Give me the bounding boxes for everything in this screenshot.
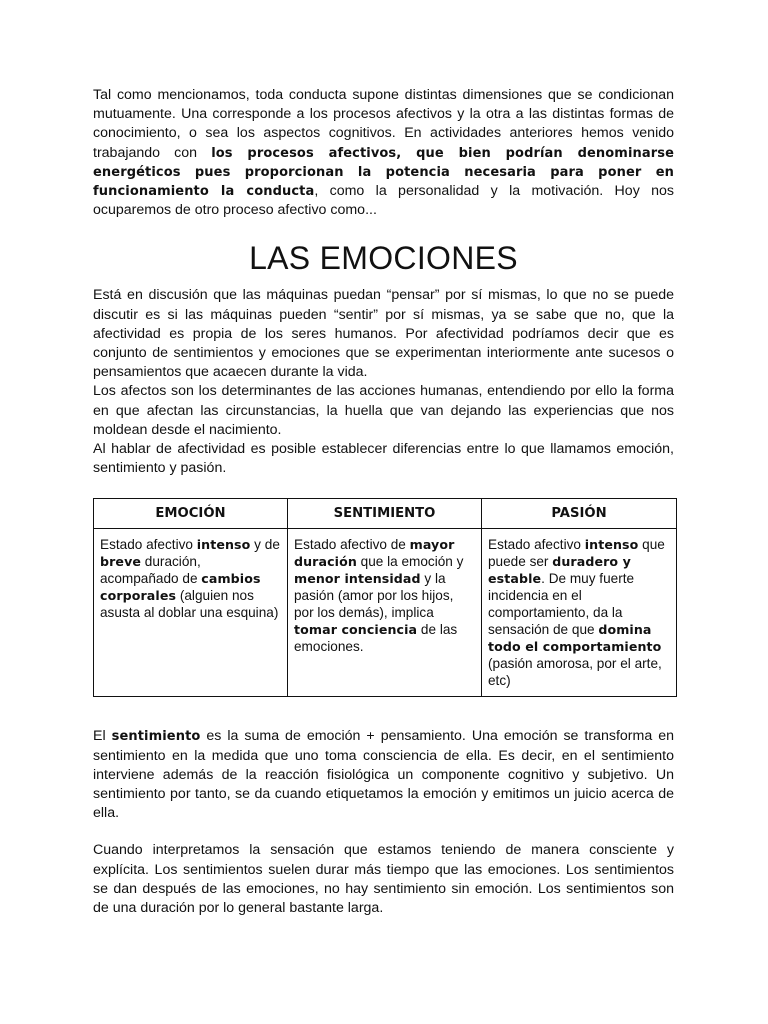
spacer xyxy=(93,823,674,841)
cell-sentimiento: Estado afectivo de mayor duración que la emoción y menor intensidad y la pasión (amor por los hijos, por los demás), implica tomar conciencia de las emociones. xyxy=(288,529,482,697)
intro-bold: los procesos afectivos, que bien podrían denominarse energéticos pues proporcionan la potencia necesaria para poner en funcionamiento la conducta xyxy=(93,145,675,200)
intro-text-2: , como la personalidad y la motivación. Hoy nos ocuparemos de otro proceso afectivo como... xyxy=(93,183,675,219)
header-emocion: EMOCIÓN xyxy=(94,499,288,529)
page-title: LAS EMOCIONES xyxy=(249,240,518,277)
intro-paragraph xyxy=(93,86,674,220)
intro-text-1: Tal como mencionamos, toda conducta supone distintas dimensiones que se condicionan mutuamente. Una corresponde a los procesos afectivos y la otra a las distintas formas de conocimiento, o sea los aspectos cognitivos. En actividades anteriores hemos venido trabajando con xyxy=(93,87,674,161)
document-page xyxy=(93,86,674,918)
cell-pasion: Estado afectivo intenso que puede ser duradero y estable. De muy fuerte incidencia en el comportamiento, da la sensación de que domina todo el comportamiento (pasión amorosa, por el arte, etc) xyxy=(482,529,677,697)
header-pasion: PASIÓN xyxy=(482,499,677,529)
cell-emocion: Estado afectivo intenso y de breve duración, acompañado de cambios corporales (alguien nos asusta al doblar una esquina) xyxy=(94,529,288,697)
paragraph-interpretacion: Cuando interpretamos la sensación que estamos teniendo de manera consciente y explícita. Los sentimientos suelen durar más tiempo que las emociones. Los sentimientos se dan después de las emociones, no hay sentimiento sin emoción. Los sentimientos son de una duración por lo general bastante larga. xyxy=(93,842,674,917)
header-sentimiento: SENTIMIENTO xyxy=(288,499,482,529)
paragraph-afectividad: Al hablar de afectividad es posible establecer diferencias entre lo que llamamos emoción, sentimiento y pasión. xyxy=(93,441,674,477)
table-header-row xyxy=(94,499,677,529)
spacer xyxy=(93,697,674,727)
table-row xyxy=(94,529,677,697)
comparison-table xyxy=(93,498,677,697)
paragraph-maquinas: Está en discusión que las máquinas puedan “pensar” por sí mismas, lo que no se puede discutir es si las máquinas pueden “sentir” por sí mismas, ya se sabe que no, que la afectividad es propia de los seres humanos. Por afectividad podríamos decir que es conjunto de sentimientos y emociones que se experimentan interiormente ante sucesos o pensamientos que acaecen durante la vida. xyxy=(93,287,674,381)
paragraph-sentimiento: El sentimiento es la suma de emoción + pensamiento. Una emoción se transforma en sentimiento en la medida que uno toma consciencia de ella. Es decir, en el sentimiento interviene además de la reacción fisiológica un componente cognitivo y subjetivo. Un sentimiento por tanto, se da cuando etiquetamos la emoción y emitimos un juicio acerca de ella. xyxy=(93,728,674,822)
paragraph-afectos: Los afectos son los determinantes de las acciones humanas, entendiendo por ello la forma en que afectan las circunstancias, la huella que van dejando las experiencias que nos moldean desde el nacimiento. xyxy=(93,383,674,438)
